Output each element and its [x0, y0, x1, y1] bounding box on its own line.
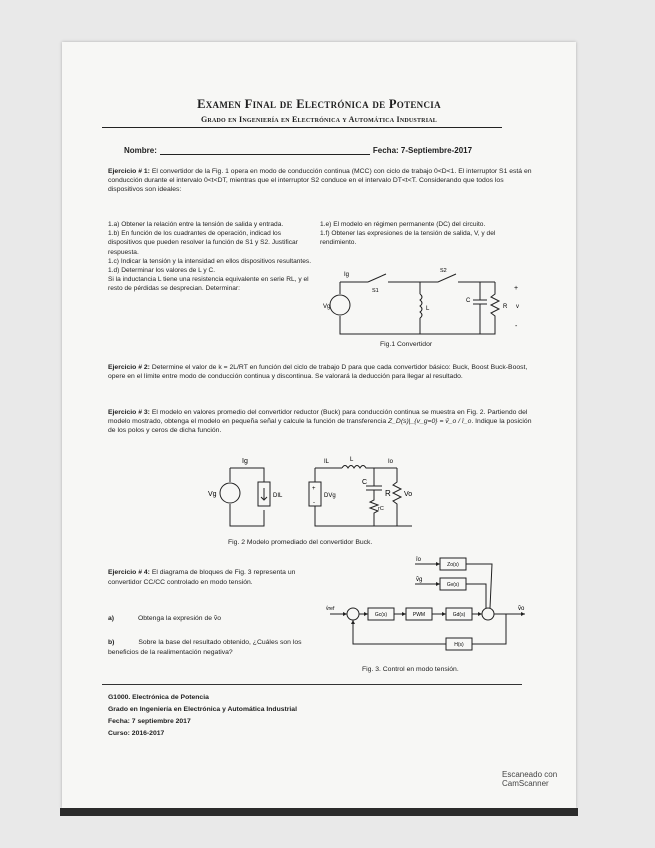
footer-date: Fecha: 7 septiembre 2017 [108, 718, 191, 725]
fig1-label-plus: + [514, 285, 519, 292]
exercise-1-right-questions [320, 220, 530, 248]
exercise-1-left-questions [108, 220, 316, 294]
fig2-label-minus: - [313, 500, 315, 506]
question-4a [108, 614, 304, 623]
signal-vref: v̂ref [326, 606, 335, 612]
signal-vg: v̂g [416, 577, 423, 583]
exam-title: Examen Final de Electrónica de Potencia [197, 97, 441, 111]
exam-sheet [62, 42, 576, 808]
figure-2-circuit [202, 452, 432, 534]
question-1d: 1.d) Determinar los valores de L y C. [108, 267, 216, 275]
figure-3-block-diagram [320, 552, 534, 664]
exercise-4-label: Ejercicio # 4: [108, 569, 150, 576]
signal-vo: v̂o [518, 606, 525, 612]
block-h: H(s) [454, 642, 464, 648]
name-field-line [160, 146, 370, 155]
block-zo: Zo(s) [447, 562, 459, 568]
fig2-label-il: IL [324, 459, 330, 465]
footer-block [108, 692, 297, 740]
question-4a-label: a) [108, 615, 115, 622]
block-gd: Gd(s) [452, 612, 466, 618]
fig2-label-vo: Vo [404, 491, 413, 498]
question-1f: 1.f) Obtener las expresiones de la tensión de salida, V, y del rendimiento. [320, 230, 496, 247]
fig1-label-v: v [516, 304, 519, 310]
exercise-3-formula: Z_D(s)|_{v_g=0} = v̂_o / î_o [388, 418, 472, 425]
signal-io: îo [416, 557, 422, 563]
fig1-label-s1: S1 [372, 288, 379, 294]
block-gv: Gv(s) [446, 582, 460, 588]
fig1-label-s2: S2 [440, 268, 447, 274]
footer-year: Curso: 2016-2017 [108, 730, 165, 737]
fig2-label-io: Io [388, 459, 394, 465]
question-1e: 1.e) El modelo en régimen permanente (DC) del circuito. [320, 221, 486, 228]
figure-3-caption: Fig. 3. Control en modo tensión. [362, 666, 459, 673]
fig2-label-vg: Vg [208, 491, 217, 498]
fig2-label-r: R [385, 489, 391, 498]
fig2-label-c: C [362, 479, 368, 486]
exercise-2-statement [108, 363, 534, 381]
scanner-watermark: Escaneado con CamScanner [502, 770, 558, 788]
fig1-label-minus: - [515, 323, 518, 330]
question-4b [108, 638, 304, 658]
fig2-label-dil: DIL [273, 493, 283, 499]
question-1-note: Si la inductancia L tiene una resistencia equivalente en serie RL, y el resto de pérdidas se desprecian. Determinar: [108, 276, 309, 293]
question-1b: 1.b) En función de los cuadrantes de operación, indicad los dispositivos que pueden resolver la función de S1 y S2. Justificar respuesta. [108, 230, 298, 256]
exercise-3-text: El modelo en valores promedio del convertidor reductor (Buck) para conducción continua se muestra en Fig. 2. Partiendo del modelo mostrado, obtenga el modelo en pequeña señal y calcule la función de transferencia [108, 409, 528, 425]
exercise-4-text: El diagrama de bloques de Fig. 3 representa un convertidor CC/CC controlado en modo tensión. [108, 569, 296, 586]
exercise-1-text: El convertidor de la Fig. 1 opera en modo de conducción continua (MCC) con ciclo de trabajo 0<D<1. El interruptor S1 está en conducción durante el intervalo 0<t<DT, mientras que el interruptor S2 conduce en el intervalo DT<t<T. Considerando que todos los dispositivos son ideales: [108, 168, 532, 193]
footer-degree: Grado en Ingeniería en Electrónica y Automática Industrial [108, 706, 297, 713]
fig1-label-ig: Ig [344, 272, 350, 278]
question-1c: 1.c) Indicar la tensión y la intensidad en ellos dispositivos resultantes. [108, 257, 312, 265]
figure-1-caption: Fig.1 Convertidor [380, 341, 433, 348]
fig2-label-ig: Ig [242, 458, 248, 465]
exercise-2-label: Ejercicio # 2: [108, 364, 150, 371]
fig1-label-c: C [466, 298, 471, 304]
scan-edge-shadow [60, 808, 578, 816]
date-label: Fecha: 7-Septiembre-2017 [372, 146, 473, 155]
name-row [124, 146, 472, 155]
block-pwm: PWM [412, 612, 426, 618]
fig1-label-l: L [426, 306, 430, 312]
fig1-label-vg: Vg [323, 304, 331, 310]
exercise-3-label: Ejercicio # 3: [108, 409, 150, 416]
exercise-2-text: Determine el valor de k = 2L/RT en función del ciclo de trabajo D para que cada convertidor básico: Buck, Boost Buck-Boost, opere en el límite entre modo de conducción continua y discontinua. Se valorará la deducción para llegar al resultado. [108, 364, 528, 380]
exercise-3-statement [108, 408, 534, 435]
question-4b-text: Sobre la base del resultado obtenido, ¿Cuáles son los beneficios de la realimentación negativa? [108, 639, 302, 656]
figure-2-caption: Fig. 2 Modelo promediado del convertidor Buck. [228, 539, 373, 546]
exam-subtitle: Grado en Ingeniería en Electrónica y Automática Industrial [201, 115, 437, 124]
title-divider [102, 127, 502, 128]
exercise-1-statement [108, 167, 534, 194]
fig2-label-plus: + [312, 486, 316, 492]
exercise-3-text-after: . Indique la posición de los polos y ceros de dicha función. [108, 418, 532, 434]
fig2-label-rc: rC [378, 506, 384, 512]
name-label: Nombre: [124, 146, 157, 155]
question-1a: 1.a) Obtener la relación entre la tensión de salida y entrada. [108, 221, 284, 228]
fig2-label-l: L [350, 457, 354, 463]
exercise-4-statement [108, 568, 304, 588]
question-4a-text: Obtenga la expresión de v̂o [137, 615, 222, 622]
question-4b-label: b) [108, 639, 115, 646]
footer-divider [102, 684, 522, 685]
exercise-1-label: Ejercicio # 1: [108, 168, 150, 175]
fig1-label-r: R [503, 304, 508, 310]
figure-1-circuit [320, 264, 530, 346]
footer-course-code: G1000. Electrónica de Potencia [108, 694, 209, 701]
block-gc: Gc(s) [374, 612, 388, 618]
fig2-label-dvg: DVg [324, 493, 336, 499]
